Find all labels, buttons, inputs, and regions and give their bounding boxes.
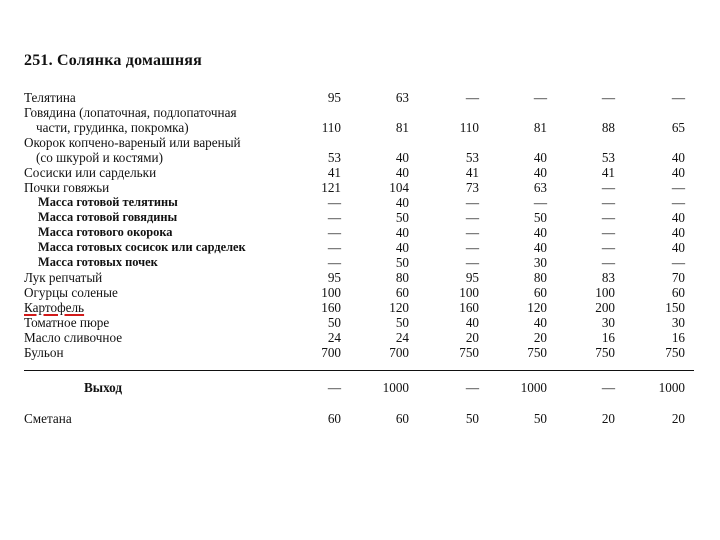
quantity-cell: 50 <box>395 315 409 330</box>
quantity-cell: 40 <box>533 315 547 330</box>
ingredient-label: Сосиски или сардельки <box>24 165 157 180</box>
quantity-cell: 81 <box>395 120 409 135</box>
sour-cream-label: Сметана <box>24 411 72 426</box>
sour-cream-value: 20 <box>601 411 615 426</box>
quantity-cell: 160 <box>321 300 341 315</box>
table-row <box>24 195 694 210</box>
table-row <box>24 210 694 225</box>
sour-cream-value: 60 <box>395 411 409 426</box>
quantity-cell: 70 <box>671 270 685 285</box>
quantity-cell: 20 <box>533 330 547 345</box>
quantity-cell: 110 <box>459 120 479 135</box>
ingredient-label: Масса готовой говядины <box>38 210 178 224</box>
quantity-cell: 700 <box>389 345 409 360</box>
quantity-cell: 65 <box>671 120 685 135</box>
ingredient-label: Огурцы соленые <box>24 285 118 300</box>
quantity-cell: 83 <box>601 270 615 285</box>
table-row <box>24 315 694 330</box>
quantity-cell: 60 <box>395 285 409 300</box>
quantity-cell: 24 <box>327 330 341 345</box>
recipe-title: 251. Солянка домашняя <box>24 52 202 69</box>
quantity-cell: — <box>327 255 341 270</box>
table-row <box>24 90 694 105</box>
quantity-cell: — <box>465 225 479 240</box>
quantity-cell: 50 <box>327 315 341 330</box>
output-value: 1000 <box>658 380 685 395</box>
table-row <box>24 225 694 240</box>
quantity-cell: 110 <box>321 120 341 135</box>
table-row <box>24 135 694 150</box>
quantity-cell: 41 <box>601 165 615 180</box>
quantity-cell: 104 <box>389 180 409 195</box>
quantity-cell: — <box>533 90 547 105</box>
quantity-cell: — <box>533 195 547 210</box>
quantity-cell: 80 <box>533 270 547 285</box>
quantity-cell: — <box>327 195 341 210</box>
quantity-cell: 30 <box>671 315 685 330</box>
quantity-cell: 200 <box>595 300 615 315</box>
table-row <box>24 270 694 285</box>
quantity-cell: 750 <box>665 345 685 360</box>
ingredients-table <box>24 90 694 360</box>
quantity-cell: 73 <box>465 180 479 195</box>
quantity-cell: 40 <box>465 315 479 330</box>
quantity-cell: 81 <box>533 120 547 135</box>
quantity-cell: 40 <box>533 240 547 255</box>
ingredient-label: Масса готовой телятины <box>38 195 178 209</box>
table-row <box>24 105 694 120</box>
quantity-cell: 63 <box>395 90 409 105</box>
quantity-cell: 60 <box>671 285 685 300</box>
ingredient-label: Масса готовых почек <box>38 255 158 269</box>
ingredient-label: Масса готового окорока <box>38 225 173 239</box>
quantity-cell: — <box>327 225 341 240</box>
quantity-cell: — <box>601 195 615 210</box>
output-value: — <box>327 380 341 395</box>
quantity-cell: 95 <box>327 270 341 285</box>
quantity-cell: — <box>465 255 479 270</box>
quantity-cell: — <box>327 210 341 225</box>
table-row <box>24 240 694 255</box>
quantity-cell: 53 <box>601 150 615 165</box>
quantity-cell: — <box>465 240 479 255</box>
quantity-cell: 160 <box>459 300 479 315</box>
quantity-cell: 50 <box>395 210 409 225</box>
quantity-cell: — <box>465 90 479 105</box>
quantity-cell: 41 <box>465 165 479 180</box>
table-divider <box>24 370 694 371</box>
table-row <box>24 165 694 180</box>
quantity-cell: 100 <box>459 285 479 300</box>
output-value: — <box>601 380 615 395</box>
table-row <box>24 300 694 315</box>
quantity-cell: 40 <box>671 225 685 240</box>
quantity-cell: 100 <box>321 285 341 300</box>
quantity-cell: 750 <box>459 345 479 360</box>
quantity-cell: 53 <box>465 150 479 165</box>
quantity-cell: 121 <box>321 180 341 195</box>
output-label: Выход <box>84 380 123 395</box>
ingredient-label: Масло сливочное <box>24 330 123 345</box>
quantity-cell: 40 <box>395 225 409 240</box>
quantity-cell: 40 <box>395 195 409 210</box>
quantity-cell: 30 <box>601 315 615 330</box>
quantity-cell: 24 <box>395 330 409 345</box>
ingredient-label: Говядина (лопаточная, подлопаточная <box>24 105 237 120</box>
output-value: 1000 <box>382 380 409 395</box>
ingredient-label: части, грудинка, покромка) <box>36 120 189 135</box>
quantity-cell: — <box>601 240 615 255</box>
table-row <box>24 150 694 165</box>
output-value: — <box>465 380 479 395</box>
output-row <box>24 380 694 396</box>
quantity-cell: 63 <box>533 180 547 195</box>
quantity-cell: 20 <box>465 330 479 345</box>
table-row <box>24 120 694 135</box>
quantity-cell: — <box>465 195 479 210</box>
quantity-cell: 700 <box>321 345 341 360</box>
ingredient-label: Лук репчатый <box>24 270 103 285</box>
quantity-cell: 40 <box>533 150 547 165</box>
ingredient-label: (со шкурой и костями) <box>36 150 163 165</box>
sour-cream-value: 60 <box>327 411 341 426</box>
ingredient-label: Масса готовых сосисок или сарделек <box>38 240 246 254</box>
quantity-cell: 40 <box>671 240 685 255</box>
quantity-cell: 80 <box>395 270 409 285</box>
ingredient-label: Окорок копчено-вареный или вареный <box>24 135 241 150</box>
quantity-cell: 120 <box>527 300 547 315</box>
quantity-cell: 30 <box>533 255 547 270</box>
table-row <box>24 180 694 195</box>
quantity-cell: — <box>601 180 615 195</box>
sour-cream-value: 50 <box>465 411 479 426</box>
quantity-cell: 40 <box>533 225 547 240</box>
ingredient-label: Томатное пюре <box>24 315 110 330</box>
output-value: 1000 <box>520 380 547 395</box>
quantity-cell: — <box>671 255 685 270</box>
quantity-cell: 40 <box>671 210 685 225</box>
table-row <box>24 345 694 360</box>
quantity-cell: 16 <box>671 330 685 345</box>
quantity-cell: 40 <box>671 165 685 180</box>
quantity-cell: 16 <box>601 330 615 345</box>
quantity-cell: 40 <box>395 240 409 255</box>
quantity-cell: — <box>465 210 479 225</box>
table-row <box>24 255 694 270</box>
quantity-cell: 40 <box>533 165 547 180</box>
ingredient-label: Бульон <box>24 345 64 360</box>
quantity-cell: 750 <box>527 345 547 360</box>
quantity-cell: 40 <box>395 165 409 180</box>
ingredient-label: Почки говяжьи <box>24 180 110 195</box>
quantity-cell: — <box>601 225 615 240</box>
quantity-cell: 150 <box>665 300 685 315</box>
quantity-cell: 40 <box>671 150 685 165</box>
table-row <box>24 285 694 300</box>
quantity-cell: — <box>601 255 615 270</box>
quantity-cell: 60 <box>533 285 547 300</box>
quantity-cell: — <box>671 180 685 195</box>
quantity-cell: 120 <box>389 300 409 315</box>
quantity-cell: — <box>327 240 341 255</box>
quantity-cell: 100 <box>595 285 615 300</box>
table-row <box>24 330 694 345</box>
sour-cream-value: 20 <box>671 411 685 426</box>
ingredient-label: Телятина <box>24 90 76 105</box>
quantity-cell: 95 <box>465 270 479 285</box>
quantity-cell: — <box>601 210 615 225</box>
sour-cream-value: 50 <box>533 411 547 426</box>
quantity-cell: 95 <box>327 90 341 105</box>
quantity-cell: — <box>671 195 685 210</box>
quantity-cell: 88 <box>601 120 615 135</box>
quantity-cell: 50 <box>395 255 409 270</box>
quantity-cell: 750 <box>595 345 615 360</box>
quantity-cell: 53 <box>327 150 341 165</box>
quantity-cell: — <box>671 90 685 105</box>
quantity-cell: 50 <box>533 210 547 225</box>
quantity-cell: 41 <box>327 165 341 180</box>
sour-cream-row <box>24 411 694 427</box>
ingredient-label: Картофель <box>24 300 85 315</box>
quantity-cell: — <box>601 90 615 105</box>
quantity-cell: 40 <box>395 150 409 165</box>
